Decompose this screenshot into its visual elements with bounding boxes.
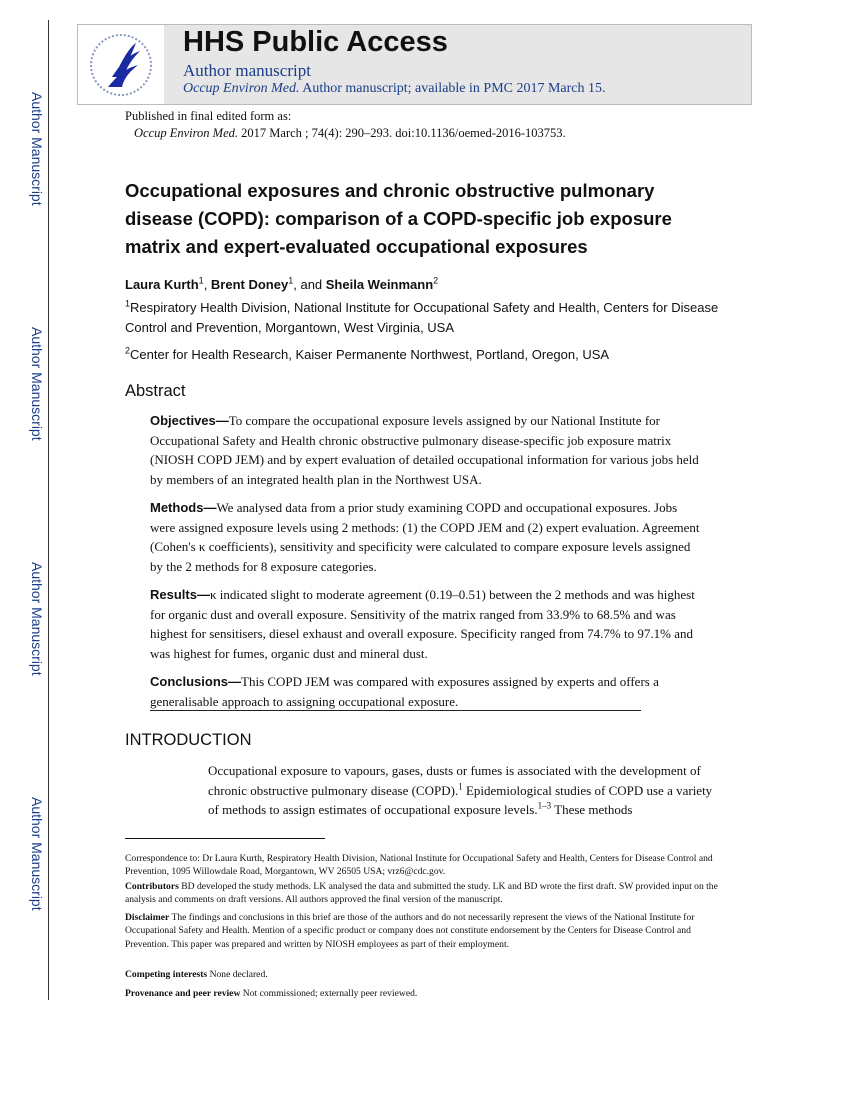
intro-text: Occupational exposure to vapours, gases, dusts or fumes is associated with the development of chronic obstructive pulmonary disease (COPD). [208,763,701,798]
intro-text: Epidemiological studies of COPD use a variety of methods to assign estimates of occupational exposure levels. [208,782,713,817]
citation-text: 2017 March ; 74(4): 290–293. doi:10.1136/oemed-2016-103753. [241,126,566,140]
affil-number: 2 [125,345,131,356]
author-sep: , and [293,277,326,292]
footnote-text: The findings and conclusions in this brief are those of the authors and do not necessarily represent the views of the National Institute for Occupational Safety and Health. Mention of a specific product or company does not constitute endorsement by the Centers for Disease Control and Prevention. This paper was prepared and written by NIOSH employees as part of their employment. [125,912,695,950]
side-label-text: Author Manuscript [29,92,45,206]
footnote-text: None declared. [207,969,268,980]
abstract-methods [150,498,705,576]
side-label [23,562,47,742]
hhs-logo-icon [78,25,164,104]
side-label-text: Author Manuscript [29,562,45,676]
availability-text: Author manuscript; available in PMC 2017 March 15. [302,81,606,96]
margin-rule [48,20,49,1000]
author-affil-ref: 1 [288,275,294,286]
reference-link[interactable]: 1 [458,781,463,792]
section-lead: Conclusions— [150,674,242,689]
affil-number: 1 [125,298,131,309]
side-label [23,327,47,507]
journal-name: Occup Environ Med. [183,81,300,96]
introduction-paragraph [208,761,723,820]
abstract-objectives [150,411,705,489]
header-availability [183,81,606,97]
section-text: To compare the occupational exposure levels assigned by our National Institute for Occupational Safety and Health chronic obstructive pulmonary disease-specific job exposure matrix (NIOSH COPD JEM) and by expert evaluation of detailed occupational information for various jobs held by members of an integrated health plan in the Northwest USA. [150,413,699,487]
author-affil-ref: 1 [198,275,204,286]
footnote-lead: Provenance and peer review [125,988,241,999]
affiliation [125,345,725,365]
footnote-text: Correspondence to: Dr Laura Kurth, Respiratory Health Division, National Institute for Occupational Safety and Health, Centers for Disease Control and Prevention, 1095 Willowdale Road, Morgantown, WV 26505 USA; vrz6@cdc.gov. [125,853,713,878]
footnote-lead: Disclaimer [125,912,170,923]
affiliation [125,298,725,337]
affil-text: Respiratory Health Division, National Institute for Occupational Safety and Health, Centers for Disease Control and Prevention, Morgantown, West Virginia, USA [125,300,719,335]
header-title: HHS Public Access [183,26,448,58]
section-text: κ indicated slight to moderate agreement (0.19–0.51) between the 2 methods and was highest for organic dust and overall exposure. Sensitivity of the matrix ranged from 33.9% to 68.5% and was highest for sensitisers, diesel exhaust and overall exposure. Specificity ranged from 74.7% to 97.1% and was highest for fumes, organic dust and mineral dust. [150,587,695,661]
section-text: This COPD JEM was compared with exposures assigned by experts and offers a generalisable approach to assigning occupational exposure. [150,674,659,709]
footnote-lead: Competing interests [125,969,208,980]
abstract-heading: Abstract [125,382,186,400]
footnote-text: BD developed the study methods. LK analysed the data and submitted the study. LK and BD wrote the first draft. SW provided input on the analysis and comments on draft versions. All authors approved the final version of the manuscript. [125,881,718,906]
footnote-disclaimer [125,911,720,951]
side-label [23,797,47,977]
article-title: Occupational exposures and chronic obstructive pulmonary disease (COPD): comparison of a COPD-specific job exposure matrix and expert-evaluated occupational exposures [125,180,672,257]
author-sep: , [203,277,211,292]
section-lead: Objectives— [150,413,229,428]
footnote-text: Not commissioned; externally peer reviewed. [240,988,418,999]
introduction-heading: INTRODUCTION [125,731,252,749]
side-label-text: Author Manuscript [29,797,45,911]
footnote-lead: Contributors [125,881,179,892]
header-subtitle: Author manuscript [183,61,311,80]
author-name: Brent Doney [210,277,289,292]
side-label-text: Author Manuscript [29,327,45,441]
author-name: Sheila Weinmann [325,277,434,292]
footnote-rule [125,838,325,839]
affil-text: Center for Health Research, Kaiser Permanente Northwest, Portland, Oregon, USA [130,347,610,362]
footnote-provenance [125,987,720,1000]
author-affil-ref: 2 [433,275,439,286]
author-name: Laura Kurth [125,277,199,292]
abstract-results [150,585,705,663]
citation-journal: Occup Environ Med. [134,126,239,140]
footnote-correspondence [125,852,720,879]
side-label [23,92,47,272]
abstract-conclusions [150,672,705,711]
abstract-end-rule [150,710,641,711]
intro-text: These methods [551,802,633,817]
footnote-competing [125,968,720,981]
section-lead: Results— [150,587,210,602]
reference-link[interactable]: 1–3 [537,800,552,811]
section-lead: Methods— [150,500,217,515]
section-text: We analysed data from a prior study examining COPD and occupational exposures. Jobs were assigned exposure levels using 2 methods: (1) the COPD JEM and (2) expert evaluation. Agreement (Cohen's κ coefficients), sensitivity and specificity were calculated to compare exposure levels assigned by the 2 methods for 8 exposure categories. [150,500,700,574]
footnote-contributors [125,880,720,907]
author-list [125,277,438,292]
published-label: Published in final edited form as: [125,109,292,123]
citation [134,126,566,141]
